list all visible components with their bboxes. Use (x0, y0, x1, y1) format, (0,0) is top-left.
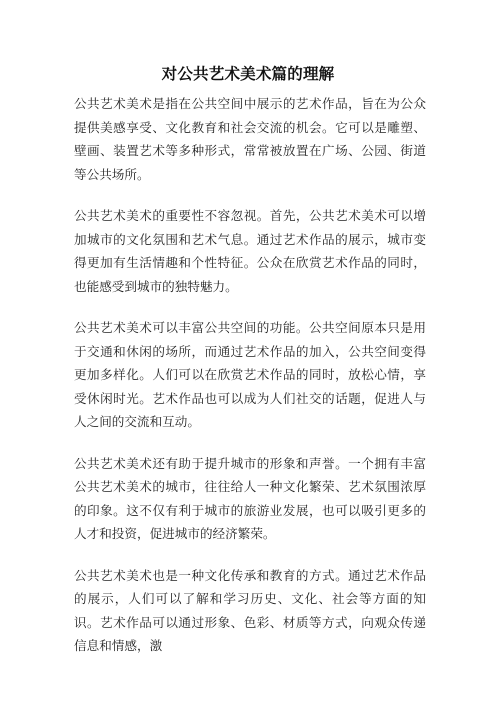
document-body (74, 92, 426, 658)
paragraph-5: 公共艺术美术也是一种文化传承和教育的方式。通过艺术作品的展示，人们可以了解和学习历史、文化、社会等方面的知识。艺术作品可以通过形象、色彩、材质等方式，向观众传递信息和情感，激 (74, 567, 426, 653)
paragraph-1: 公共艺术美术是指在公共空间中展示的艺术作品，旨在为公众提供美感享受、文化教育和社会交流的机会。它可以是雕塑、壁画、装置艺术等多种形式，常常被放置在广场、公园、街道等公共场所。 (74, 96, 426, 182)
paragraph-4: 公共艺术美术还有助于提升城市的形象和声誉。一个拥有丰富公共艺术美术的城市，往往给人一种文化繁荣、艺术氛围浓厚的印象。这不仅有利于城市的旅游业发展，也可以吸引更多的人才和投资，促进城市的经济繁荣。 (74, 455, 426, 541)
paragraph-3: 公共艺术美术可以丰富公共空间的功能。公共空间原本只是用于交通和休闲的场所，而通过艺术作品的加入，公共空间变得更加多样化。人们可以在欣赏艺术作品的同时，放松心情，享受休闲时光。艺术作品也可以成为人们社交的话题，促进人与人之间的交流和互动。 (74, 320, 426, 429)
paragraph-2: 公共艺术美术的重要性不容忽视。首先，公共艺术美术可以增加城市的文化氛围和艺术气息。通过艺术作品的展示，城市变得更加有生活情趣和个性特征。公众在欣赏艺术作品的同时，也能感受到城市的独特魅力。 (74, 208, 426, 294)
document-title: 对公共艺术美术篇的理解 (161, 65, 335, 83)
